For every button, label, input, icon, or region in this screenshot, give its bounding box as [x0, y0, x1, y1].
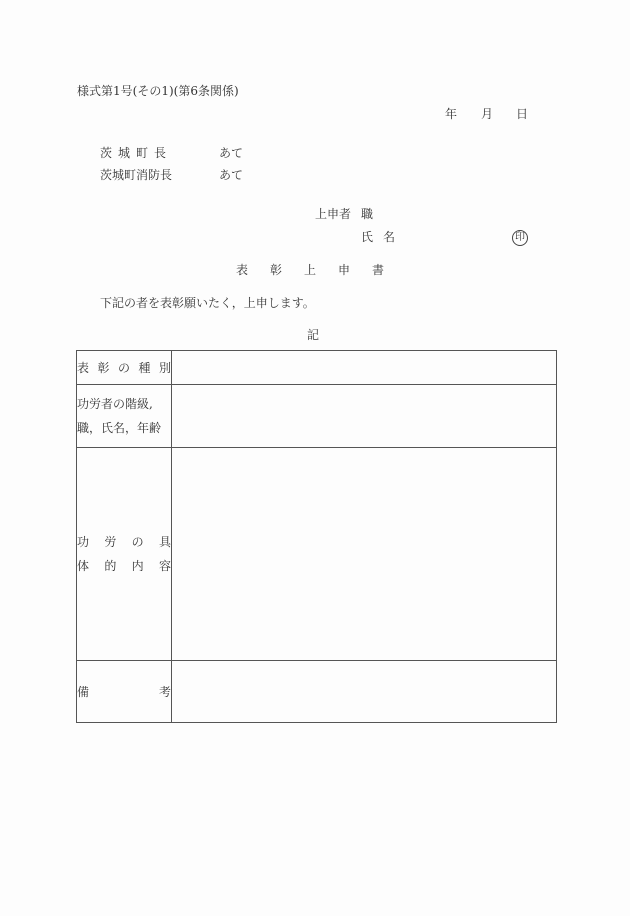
award-form-table	[76, 350, 557, 723]
seal-icon: 印	[512, 230, 528, 246]
date-year: 年	[445, 107, 458, 121]
addressee-fire-chief-suffix: あて	[219, 168, 244, 182]
table-row-merit-details	[77, 448, 557, 661]
title-char: 上	[304, 263, 317, 277]
addressee-fire-chief: 茨城町消防長	[100, 168, 173, 182]
title-char: 書	[372, 263, 385, 277]
applicant-post-label: 職	[361, 207, 374, 221]
title-char: 表	[236, 263, 249, 277]
field-merit-details[interactable]	[172, 448, 557, 661]
applicant-label: 上申者	[315, 207, 352, 221]
title-char: 申	[338, 263, 351, 277]
ki-heading: 記	[307, 328, 320, 342]
applicant-name-label: 氏名	[361, 230, 406, 244]
field-award-type[interactable]	[172, 351, 557, 385]
field-remarks[interactable]	[172, 661, 557, 723]
table-row-remarks	[77, 661, 557, 723]
form-id: 様式第1号(その1)(第6条関係)	[77, 84, 239, 98]
label-award-type: 表 彰 の 種 別	[77, 351, 172, 385]
body-text: 下記の者を表彰願いたく，上申します。	[100, 296, 315, 310]
table-row-award-type	[77, 351, 557, 385]
addressee-mayor-suffix: あて	[219, 146, 244, 160]
document-title	[236, 263, 406, 277]
date-month: 月	[481, 107, 494, 121]
field-person[interactable]	[172, 385, 557, 448]
label-person: 功労者の階級, 職，氏名，年齢	[77, 385, 172, 448]
label-remarks: 備 考	[77, 661, 172, 723]
title-char: 彰	[270, 263, 283, 277]
date-day: 日	[516, 107, 529, 121]
table-row-person	[77, 385, 557, 448]
label-merit-details: 功 労 の 具 体 的 内 容	[77, 448, 172, 661]
addressee-mayor: 茨城町長	[100, 146, 173, 160]
